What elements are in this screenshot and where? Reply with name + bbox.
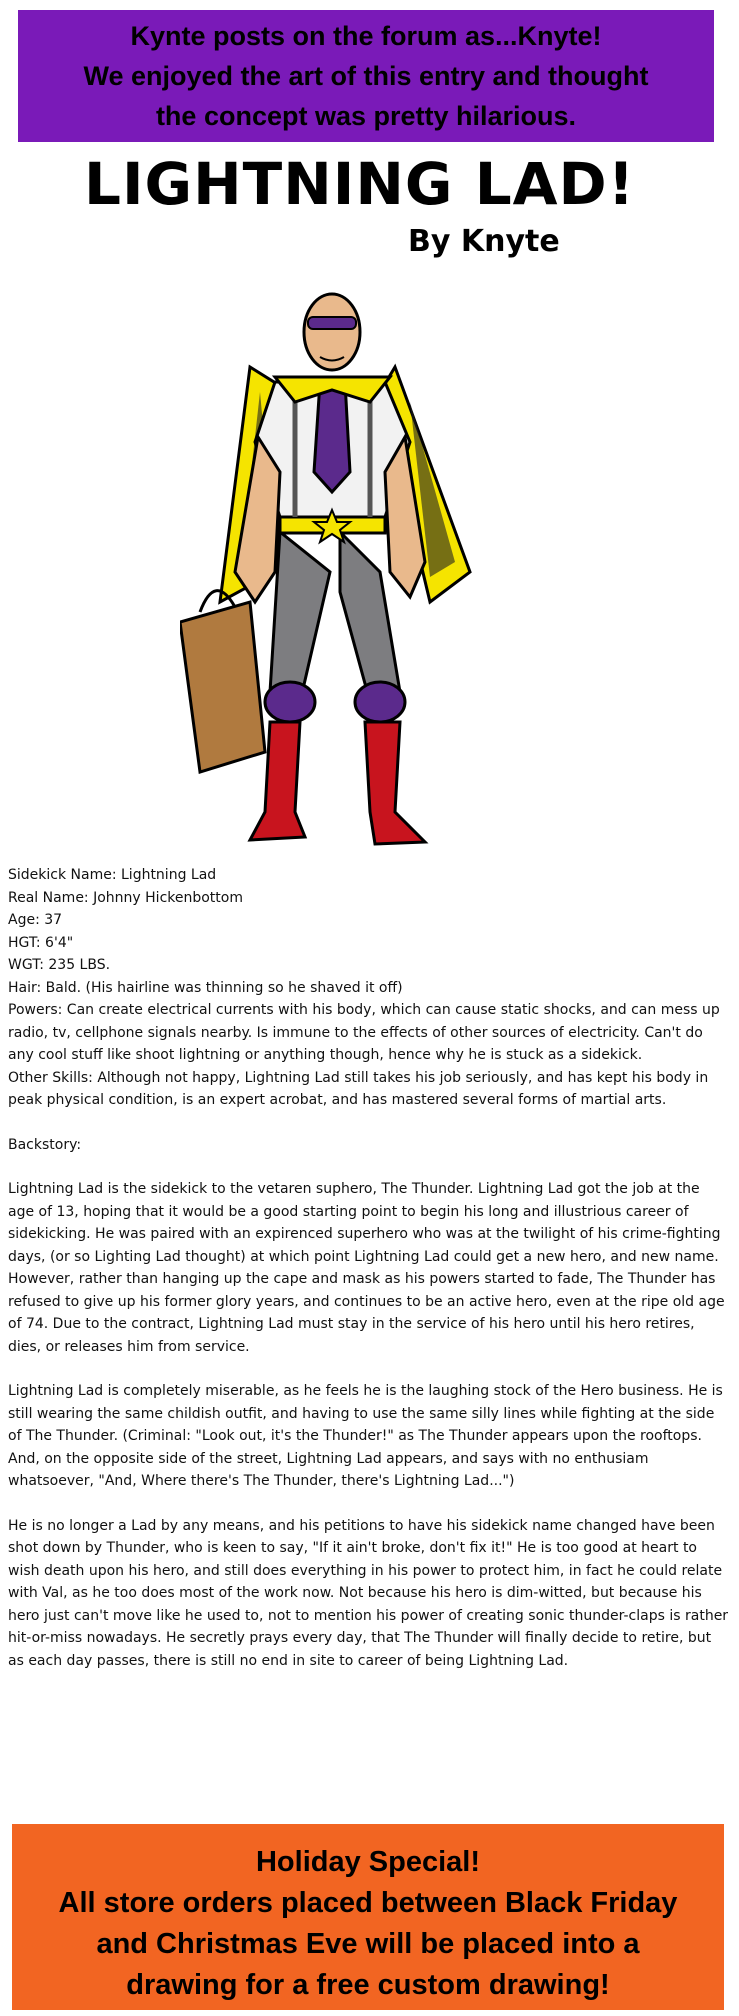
top-banner-line-2: We enjoyed the art of this entry and thought xyxy=(83,61,649,91)
right-boot xyxy=(365,722,425,844)
powers: Powers: Can create electrical currents with his body, which can cause static shocks, and can mess up radio, tv, cellphone signals nearby. Is immune to the effects of other sources of electricity. Can't do any cool stuff like shoot lightning or anything though, hence why he is stuck as a sidekick. xyxy=(8,1002,720,1063)
backstory-paragraph-3: He is no longer a Lad by any means, and his petitions to have his sidekick name changed have been shot down by Thunder, who is keen to say, "If it ain't broke, don't fix it!" He is too good at heart to wish death upon his hero, and still does everything in his power to protect him, in fact he could relate with Val, as he too does most of the work now. Not because his hero is dim-witted, but because his hero just can't move like he used to, not to mention his power of creating sonic thunder-claps is rather hit-or-miss nowadays. He secretly prays every day, that The Thunder will finally decide to retire, but as each day passes, there is still no end in site to career of being Lightning Lad. xyxy=(8,1517,729,1669)
left-leg xyxy=(270,532,330,702)
shopping-bag xyxy=(180,591,265,772)
mask xyxy=(308,317,356,329)
top-banner-line-1: Kynte posts on the forum as...Knyte! xyxy=(130,21,602,51)
holiday-line-2: All store orders placed between Black Friday xyxy=(58,1887,678,1919)
holiday-special-banner xyxy=(12,1824,724,2010)
byline: By Knyte xyxy=(408,224,560,259)
top-banner xyxy=(18,10,714,142)
tie xyxy=(314,382,350,492)
height: HGT: 6'4" xyxy=(8,934,74,951)
backstory-heading: Backstory: xyxy=(8,1136,82,1153)
character-info xyxy=(8,864,730,1672)
real-name: Real Name: Johnny Hickenbottom xyxy=(8,889,243,906)
holiday-line-4: drawing for a free custom drawing! xyxy=(126,1969,610,2001)
other-skills: Other Skills: Although not happy, Lightning Lad still takes his job seriously, and has kept his body in peak physical condition, is an expert acrobat, and has mastered several forms of martial arts. xyxy=(8,1069,709,1108)
comic-title: LIGHTNING LAD! xyxy=(84,150,636,218)
holiday-line-1: Holiday Special! xyxy=(255,1846,480,1878)
hero-illustration xyxy=(180,272,510,852)
age: Age: 37 xyxy=(8,912,63,928)
weight: WGT: 235 LBS. xyxy=(8,957,111,973)
top-banner-line-3: the concept was pretty hilarious. xyxy=(155,101,577,131)
hair: Hair: Bald. (His hairline was thinning so he shaved it off) xyxy=(8,979,403,996)
sidekick-name: Sidekick Name: Lightning Lad xyxy=(8,867,217,883)
holiday-line-3: and Christmas Eve will be placed into a xyxy=(96,1928,640,1960)
head xyxy=(304,294,360,370)
backstory-paragraph-1: Lightning Lad is the sidekick to the vetaren suphero, The Thunder. Lightning Lad got the job at the age of 13, hoping that it would be a good starting point to begin his long and illustrious career of sidekicking. He was paired with an expirenced superhero who was at the twilight of his crime-fighting days, (or so Lighting Lad thought) at which point Lightning Lad could get a new hero, and new name. However, rather than hanging up the cape and mask as his powers started to fade, The Thunder has refused to give up his former glory years, and continues to be an active hero, even at the ripe old age of 74. Due to the contract, Lightning Lad must stay in the service of his hero until his hero retires, dies, or releases him from service. xyxy=(8,1181,725,1355)
backstory-paragraph-2: Lightning Lad is completely miserable, as he feels he is the laughing stock of the Hero business. He is still wearing the same childish outfit, and having to use the same silly lines while fighting at the side of The Thunder. (Criminal: "Look out, it's the Thunder!" as The Thunder appears upon the rooftops. And, on the opposite side of the street, Lightning Lad appears, and says with no enthusiam whatsoever, "And, Where there's The Thunder, there's Lightning Lad...") xyxy=(8,1383,723,1489)
